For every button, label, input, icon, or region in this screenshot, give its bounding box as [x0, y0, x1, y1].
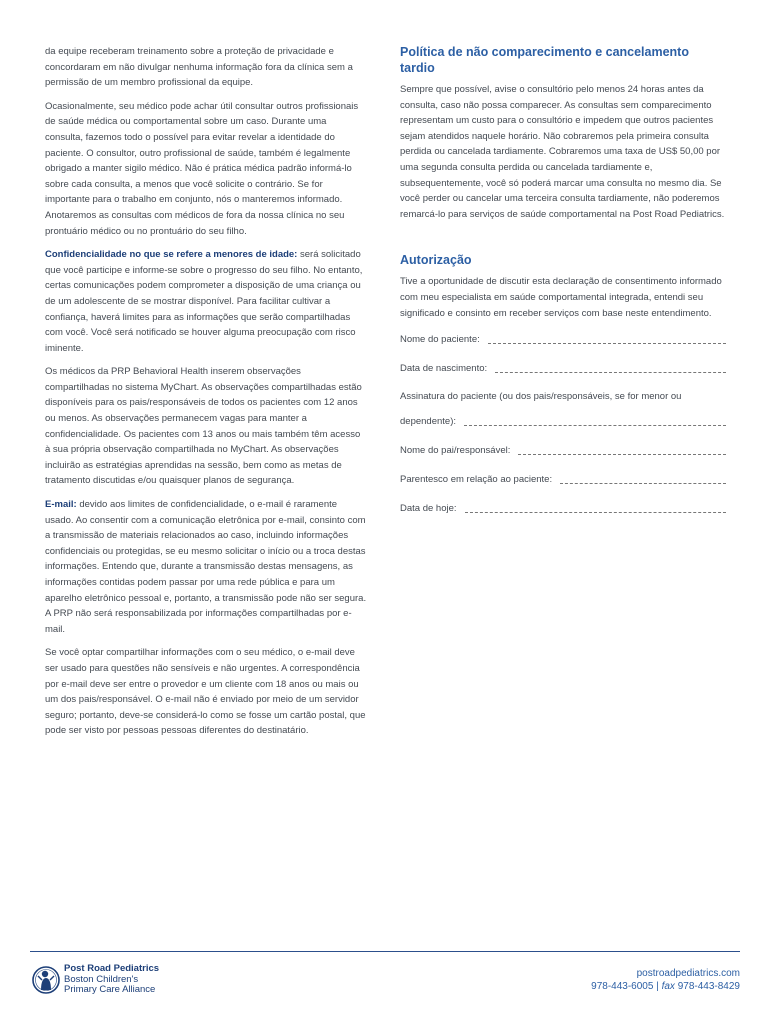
- phone-number: 978-443-6005: [591, 981, 654, 992]
- fax-number: 978-443-8429: [677, 981, 740, 992]
- today-date-label: Data de hoje:: [400, 501, 461, 517]
- phone-fax-line: [591, 980, 740, 993]
- today-date-line[interactable]: [465, 512, 726, 513]
- logo-wordmark: [64, 964, 159, 996]
- logo-line-3: Primary Care Alliance: [64, 984, 156, 996]
- right-column: [400, 44, 726, 525]
- email-usage-paragraph: Se você optar compartilhar informações com o seu médico, o e-mail deve ser usado para questões não sensíveis e não urgentes. A correspondência por e-mail deve ser entre o provedor e um cliente com 18 anos ou mais ou um dos pais/responsável. O e-mail não é enviado por meio de um servidor seguro; portanto, deve-se considerá-lo como se fosse um cartão postal, que pode ser visto por pessoas pessoas diferentes do destinatário.: [45, 647, 366, 737]
- website-link[interactable]: postroadpediatrics.com: [636, 968, 740, 979]
- email-body: devido aos limites de confidencialidade, o e-mail é raramente usado. Ao consentir com a comunicação eletrônica por e-mail, consinto com a transmissão de materiais relacionados ao caso, incluindo informações confidenciais ou protegidas, se eu mesmo solicitar o início ou a troca destas informações. Entendo que, durante a transmissão destas mensagens, as informações contidas podem passar por uma rede pública e para um aparelho eletrônico pessoal e, portanto, a transmissão pode não ser segura. A PRP não será responsabilizada por informações compartilhadas por e-mail.: [45, 499, 367, 635]
- birth-date-field[interactable]: [400, 360, 726, 376]
- minors-paragraph: [45, 247, 367, 356]
- signature-field[interactable]: [400, 389, 726, 429]
- footer-divider: [30, 951, 740, 952]
- no-show-heading: Política de não comparecimento e cancelamento tardio: [400, 45, 689, 75]
- today-date-field[interactable]: [400, 500, 726, 516]
- authorization-paragraph: Tive a oportunidade de discutir esta declaração de consentimento informado com meu especialista em saúde comportamental integrada, entendi seu significado e consinto em receber serviços com base neste entendimento.: [400, 276, 722, 319]
- email-paragraph: [45, 497, 367, 637]
- authorization-heading: Autorização: [400, 253, 472, 268]
- signature-line[interactable]: [464, 425, 726, 426]
- contact-info: [591, 967, 740, 993]
- birth-date-line[interactable]: [495, 372, 726, 373]
- minors-lead: Confidencialidade no que se refere a menores de idade:: [45, 249, 298, 261]
- patient-name-line[interactable]: [488, 343, 726, 344]
- logo-line-2: Boston Children's: [64, 973, 139, 985]
- logo-line-1: Post Road Pediatrics: [64, 963, 160, 975]
- email-lead: E-mail:: [45, 499, 77, 511]
- relationship-line[interactable]: [560, 483, 726, 484]
- no-show-paragraph: Sempre que possível, avise o consultório pelo menos 24 horas antes da consulta, caso não possa comparecer. As consultas sem comparecimento representam um custo para o consultório e impedem que outros pacientes sejam atendidos naquele horário. Não cobraremos pela primeira consulta perdida ou cancelada tardiamente. Cobraremos uma taxa de US$ 50,00 por uma segunda consulta perdida ou cancelada tardiamente e, subsequentemente, você só poderá marcar uma consulta no mesmo dia. Se você perder ou cancelar uma terceira consulta tardiamente, não poderemos remarcá-lo para serviços de saúde comportamental na Post Road Pediatrics.: [400, 84, 725, 220]
- signature-row[interactable]: [400, 413, 726, 429]
- signature-label-line2: dependente):: [400, 414, 460, 430]
- mychart-paragraph: Os médicos da PRP Behavioral Health inserem observações compartilhadas no sistema MyChart. As observações compartilhadas estão disponíveis para os pais/responsáveis de todos os pacientes com 12 anos ou menos. As observações permanecem vagas para manter a confidencialidade. Os pacientes com 13 anos ou mais também têm acesso à sua própria observação compartilhada no MyChart. As observações incluirão as estratégias aprendidas na sessão, bem como as metas de tratamento discutidas e/ou quaisquer planos de segurança.: [45, 366, 362, 487]
- guardian-name-line[interactable]: [518, 454, 726, 455]
- separator: |: [653, 981, 662, 992]
- relationship-label: Parentesco em relação ao paciente:: [400, 472, 556, 488]
- guardian-name-label: Nome do pai/responsável:: [400, 443, 514, 459]
- signature-label-line1: Assinatura do paciente (ou dos pais/responsáveis, se for menor ou: [400, 391, 682, 403]
- consultation-paragraph: Ocasionalmente, seu médico pode achar útil consultar outros profissionais de saúde médica ou comportamental sobre um caso. Durante uma consulta, fazemos todo o possível para evitar revelar a identidade do paciente. O consultor, outro profissional de saúde, também é legalmente obrigado a manter sigilo médico. Não é prática médica padrão informá-lo sobre cada consulta, a menos que você solicite o contrário. Se for importante para o trabalho em conjunto, nós o manteremos informado. Anotaremos as consultas com médicos de fora da nossa clínica no seu prontuário médico ou no prontuário do seu filho.: [45, 100, 359, 237]
- relationship-field[interactable]: [400, 471, 726, 487]
- post-road-pediatrics-logo: [32, 963, 159, 997]
- guardian-name-field[interactable]: [400, 442, 726, 458]
- consent-form-fields: [400, 331, 726, 516]
- privacy-paragraph: da equipe receberam treinamento sobre a proteção de privacidade e concordaram em não divulgar nenhuma informação fora da clínica sem a permissão de um membro profissional da equipe.: [45, 46, 353, 89]
- birth-date-label: Data de nascimento:: [400, 361, 491, 377]
- minors-body: será solicitado que você participe e informe-se sobre o progresso do seu filho. No entanto, certas comunicações podem comprometer a disposição de uma criança ou de um adolescente de se mostrar disponível. Para facilitar cultivar a confiança, haverá limites para as informações que serão compartilhadas com você. Você será notificado se houver alguma preocupação com risco iminente.: [45, 249, 363, 354]
- child-logo-icon: [32, 963, 60, 997]
- left-column: [45, 44, 367, 747]
- patient-name-label: Nome do paciente:: [400, 332, 484, 348]
- fax-label: fax: [661, 981, 675, 992]
- patient-name-field[interactable]: [400, 331, 726, 347]
